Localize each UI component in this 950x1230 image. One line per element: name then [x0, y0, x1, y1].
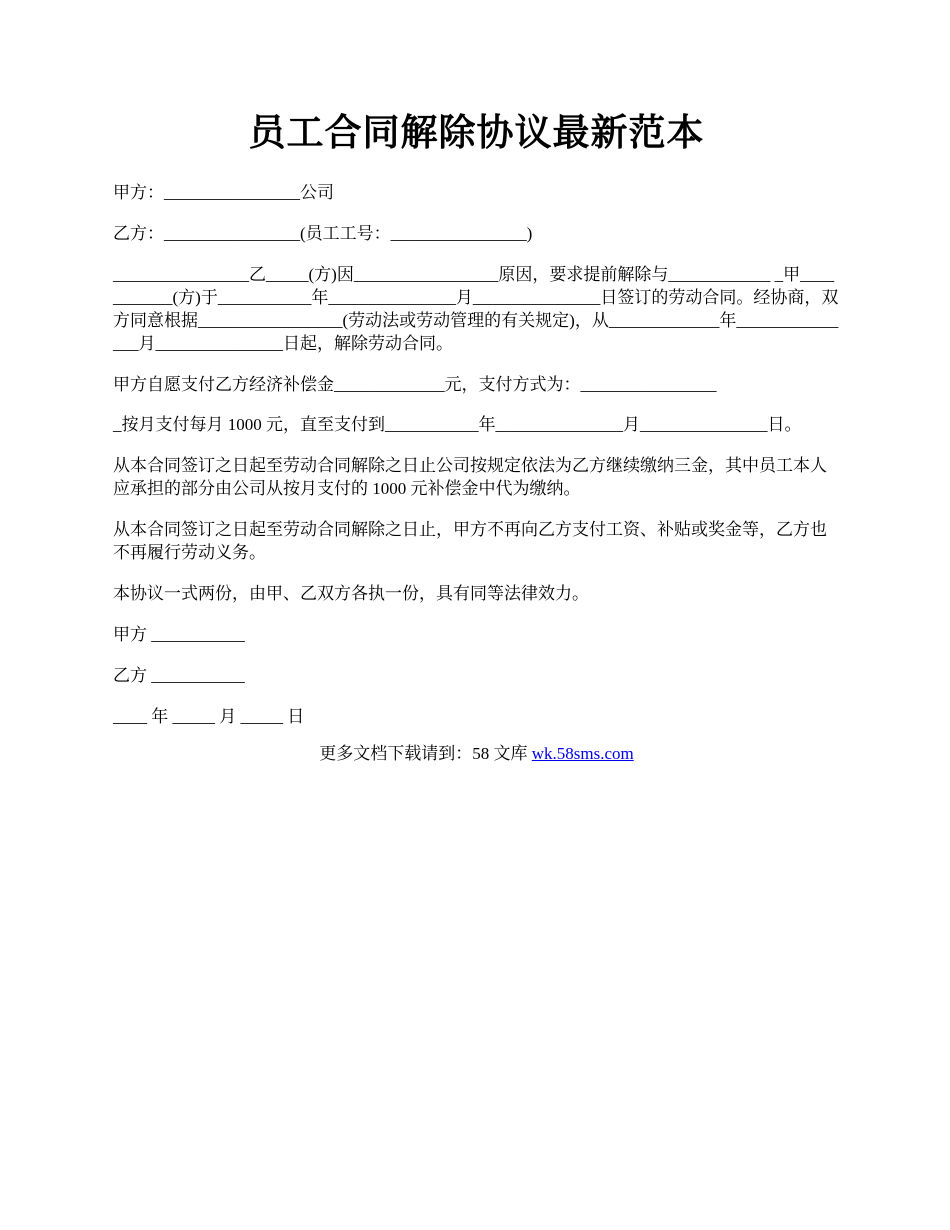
download-footer	[113, 742, 840, 765]
obligation-clause: 从本合同签订之日起至劳动合同解除之日止，甲方不再向乙方支付工资、补贴或奖金等，乙方也不再履行劳动义务。	[113, 520, 827, 563]
copies-clause: 本协议一式两份，由甲、乙双方各执一份，具有同等法律效力。	[113, 584, 589, 604]
party-a-signature: 甲方 ___________	[113, 625, 245, 645]
payment-schedule-clause: _按月支付每月 1000 元，直至支付到___________年_______________月_______________日。	[113, 415, 802, 435]
party-b-signature: 乙方 ___________	[113, 666, 245, 686]
party-a-line: 甲方：________________公司	[113, 183, 334, 203]
document-page	[113, 112, 840, 765]
document-title: 员工合同解除协议最新范本	[248, 113, 705, 154]
party-b-line: 乙方：________________(员工工号：________________)	[113, 224, 533, 244]
signing-date: ____ 年 _____ 月 _____ 日	[113, 707, 305, 727]
footer-link[interactable]: wk.58sms.com	[531, 744, 634, 764]
compensation-clause: 甲方自愿支付乙方经济补偿金_____________元，支付方式为：________________	[113, 375, 717, 395]
insurance-clause: 从本合同签订之日起至劳动合同解除之日止公司按规定依法为乙方继续缴纳三金，其中员工本人应承担的部分由公司从按月支付的 1000 元补偿金中代为缴纳。	[113, 456, 827, 499]
termination-clause: ________________乙_____(方)因_________________原因，要求提前解除与____________ _甲___________(方)于___________年_______________月_______________日签订的劳动合同。经协商，双方同意根据_________________(劳动法或劳动管理的有关规定)，从_____________年_______________月_______________日起，解除劳动合同。	[113, 265, 839, 354]
footer-text: 更多文档下载请到：58 文库	[319, 744, 532, 764]
